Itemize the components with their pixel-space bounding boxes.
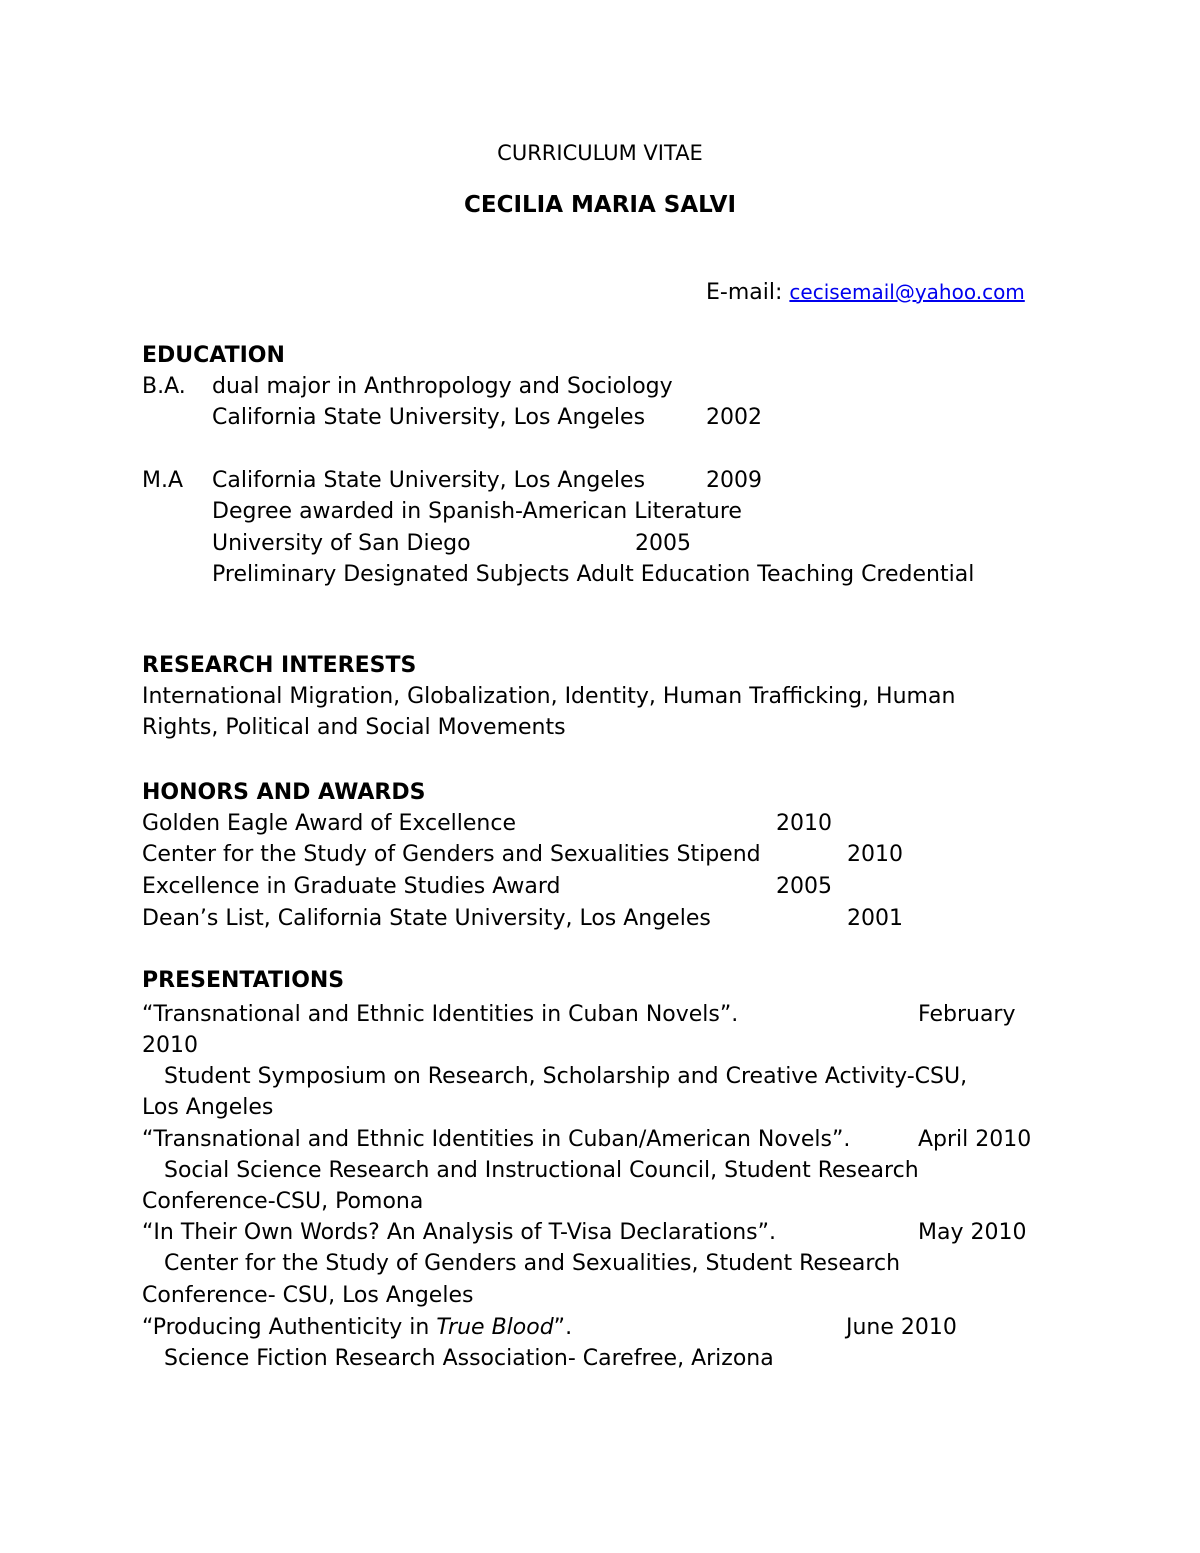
ma-label: M.A xyxy=(142,468,184,493)
presentation-venue: Conference- CSU, Los Angeles xyxy=(142,1283,474,1308)
presentation-venue: Social Science Research and Instructional Council, Student Research xyxy=(164,1158,919,1183)
presentations-heading: PRESENTATIONS xyxy=(142,968,345,993)
honor-title: Golden Eagle Award of Excellence xyxy=(142,811,516,836)
presentation-date: February xyxy=(918,1002,1016,1027)
ma-school: California State University, Los Angeles xyxy=(212,468,646,493)
honor-year: 2001 xyxy=(847,906,903,931)
ma-field: Degree awarded in Spanish-American Literature xyxy=(212,499,742,524)
research-heading: RESEARCH INTERESTS xyxy=(142,653,417,678)
presentation-venue: Conference-CSU, Pomona xyxy=(142,1189,424,1214)
education-heading: EDUCATION xyxy=(142,343,285,368)
presentation-title: “Transnational and Ethnic Identities in Cuban Novels”. xyxy=(142,1002,739,1027)
ma-year: 2009 xyxy=(706,468,762,493)
document-type-title: CURRICULUM VITAE xyxy=(497,141,703,165)
email-line xyxy=(706,278,1025,307)
ba-year: 2002 xyxy=(706,405,762,430)
ba-label: B.A. xyxy=(142,374,186,399)
presentation-venue: Center for the Study of Genders and Sexualities, Student Research xyxy=(164,1251,901,1276)
credential: Preliminary Designated Subjects Adult Education Teaching Credential xyxy=(212,562,975,587)
presentation-title-italic: True Blood xyxy=(436,1315,554,1340)
honor-title: Center for the Study of Genders and Sexualities Stipend xyxy=(142,842,761,867)
honor-year: 2010 xyxy=(847,842,903,867)
email-label: E-mail: xyxy=(706,280,790,305)
honors-heading: HONORS AND AWARDS xyxy=(142,780,426,805)
usd-school: University of San Diego xyxy=(212,531,471,556)
presentation-date: May 2010 xyxy=(918,1220,1027,1245)
presentation-title-post: ”. xyxy=(553,1315,573,1340)
research-line-2: Rights, Political and Social Movements xyxy=(142,715,566,740)
person-name: CECILIA MARIA SALVI xyxy=(463,192,737,218)
honor-year: 2005 xyxy=(776,874,832,899)
presentation-date: April 2010 xyxy=(918,1127,1032,1152)
presentation-title-pre: “Producing Authenticity in xyxy=(142,1315,437,1340)
honor-year: 2010 xyxy=(776,811,832,836)
research-line-1: International Migration, Globalization, Identity, Human Trafficking, Human xyxy=(142,684,956,709)
presentation-title: “Transnational and Ethnic Identities in Cuban/American Novels”. xyxy=(142,1127,851,1152)
presentation-date: June 2010 xyxy=(846,1315,957,1340)
presentation-venue: Science Fiction Research Association- Carefree, Arizona xyxy=(164,1346,774,1371)
ba-school: California State University, Los Angeles xyxy=(212,405,646,430)
ba-major: dual major in Anthropology and Sociology xyxy=(212,374,673,399)
usd-year: 2005 xyxy=(635,531,691,556)
email-link[interactable]: cecisemail@yahoo.com xyxy=(789,280,1025,304)
honor-title: Excellence in Graduate Studies Award xyxy=(142,874,561,899)
presentation-venue: Los Angeles xyxy=(142,1095,274,1120)
presentation-title: “In Their Own Words? An Analysis of T-Visa Declarations”. xyxy=(142,1220,777,1245)
presentation-venue: Student Symposium on Research, Scholarship and Creative Activity-CSU, xyxy=(164,1064,968,1089)
presentation-date: 2010 xyxy=(142,1033,198,1058)
presentation-title xyxy=(142,1314,572,1342)
honor-title: Dean’s List, California State University, Los Angeles xyxy=(142,906,711,931)
